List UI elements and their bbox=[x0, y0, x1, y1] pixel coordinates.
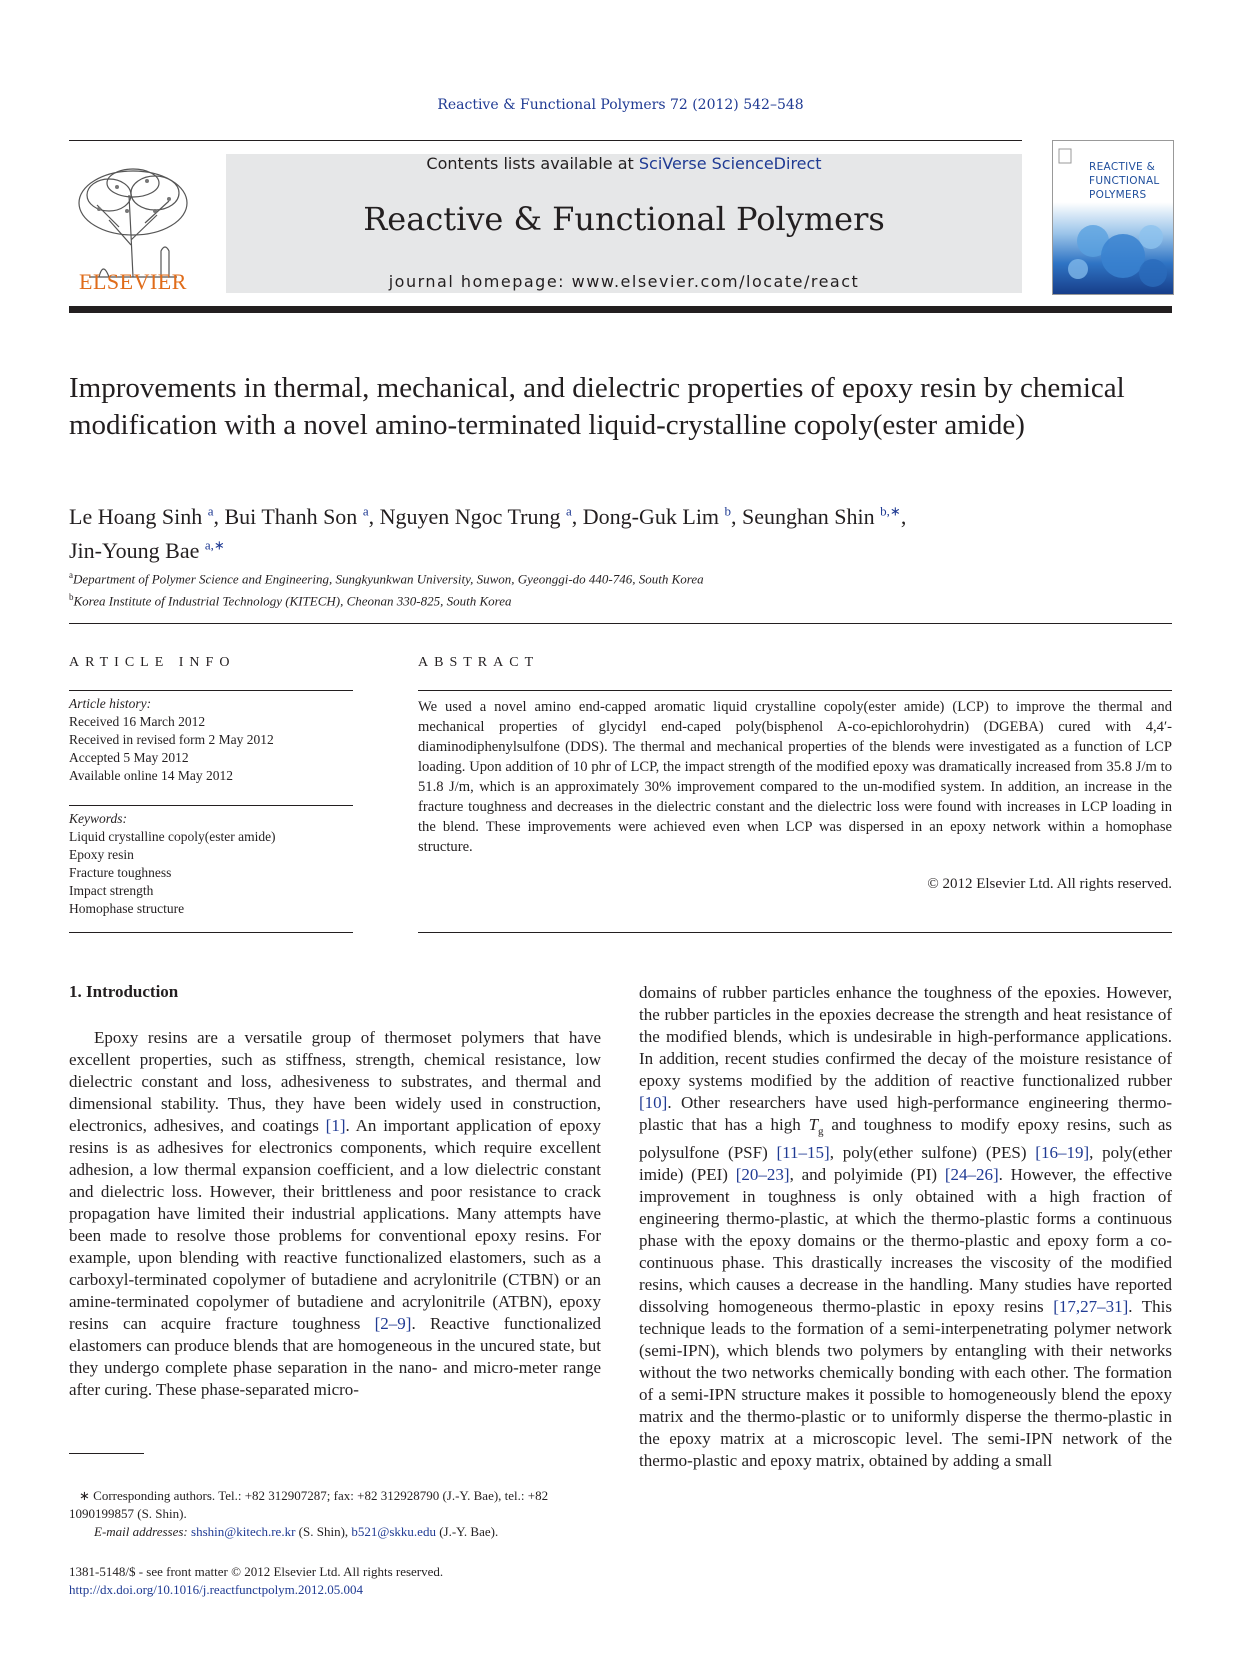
author: Bui Thanh Son $^a$, bbox=[224, 504, 380, 530]
affiliations bbox=[69, 566, 1172, 611]
issn-line: 1381-5148/$ - see front matter © 2012 Elsevier Ltd. All rights reserved. bbox=[69, 1564, 444, 1579]
contents-available-line bbox=[226, 154, 1022, 173]
author: Nguyen Ngoc Trung $^a$, bbox=[379, 504, 583, 530]
affiliation-item: $^a$Department of Polymer Science and Engineering, Sungkyunkwan University, Suwon, Gyeonggi-do 440-746, South Korea bbox=[69, 570, 704, 587]
body-text: , poly(ether sulfone) (PES) bbox=[829, 1143, 1036, 1163]
front-matter bbox=[69, 1563, 669, 1599]
cover-title bbox=[1089, 160, 1169, 202]
body-text: g bbox=[818, 1125, 824, 1138]
article-info-heading: ARTICLE INFO bbox=[69, 655, 236, 670]
abstract-rule bbox=[418, 932, 1172, 933]
keyword-item: Impact strength bbox=[69, 883, 154, 898]
contents-prefix: Contents lists available at bbox=[426, 154, 639, 173]
article-history bbox=[69, 695, 353, 785]
body-text: Epoxy resins are a versatile group of thermoset polymers that have excellent properties, such as stiffness, strength, chemical resistance, low dielectric constant and loss, adhesiveness to substrates, and thermal and dimensional stability. Thus, they have been widely used in construction, electronics, adhesives, and coatings bbox=[69, 1028, 601, 1135]
keyword-item: Fracture toughness bbox=[69, 865, 172, 880]
journal-reference[interactable]: Reactive & Functional Polymers 72 (2012) 542–548 bbox=[437, 97, 804, 113]
author-affiliation-sup[interactable]: a bbox=[566, 504, 572, 519]
keyword-item: Homophase structure bbox=[69, 901, 185, 916]
keyword-item: Epoxy resin bbox=[69, 847, 134, 862]
email-line: E-mail addresses: shshin@kitech.re.kr (S. Shin), b521@skku.edu (J.-Y. Bae). bbox=[94, 1524, 499, 1539]
article-info-rule bbox=[69, 690, 353, 691]
body-text: . However, the effective improvement in toughness is only obtained with a high fraction of engineering thermo-plastic, at which the thermo-plastic forms a continuous phase with the epoxy domains or the thermo-plastic and epoxy form a co-continuous phase. This drastically increases the viscosity of the modified resins, which causes a decrease in the handling. Many studies have reported dissolving homogeneous thermo-plastic in epoxy resins bbox=[639, 1165, 1173, 1317]
journal-name: Reactive & Functional Polymers bbox=[363, 200, 885, 238]
history-label: Article history: bbox=[69, 696, 152, 711]
email-label: E-mail addresses: bbox=[94, 1524, 192, 1539]
body-column-right bbox=[639, 982, 1172, 1472]
author-affiliation-sup[interactable]: a bbox=[207, 504, 214, 519]
elsevier-wordmark: ELSEVIER bbox=[79, 269, 187, 294]
header-thick-rule bbox=[69, 306, 1172, 313]
author-affiliation-sup[interactable]: b,∗ bbox=[880, 504, 901, 519]
author: Dong-Guk Lim $^b$, bbox=[582, 504, 743, 530]
body-text: . Reactive functionalized elastomers can produce blends that are homogeneous in the uncured state, but they undergo complete phase separation in the nano- and micro-meter range after curing. These phase-separated micro- bbox=[69, 1314, 602, 1399]
footnote-rule bbox=[69, 1453, 144, 1454]
author-affiliation-sup[interactable]: b bbox=[724, 504, 732, 519]
history-item: Available online 14 May 2012 bbox=[69, 768, 233, 783]
journal-homepage[interactable]: journal homepage: www.elsevier.com/locate/react bbox=[388, 272, 860, 291]
article-info-rule bbox=[69, 932, 353, 933]
corresponding-footnote bbox=[69, 1487, 601, 1541]
history-item: Received in revised form 2 May 2012 bbox=[69, 732, 274, 747]
cover-title-line: FUNCTIONAL bbox=[1089, 175, 1160, 187]
email-link[interactable]: b521@skku.edu bbox=[351, 1524, 436, 1539]
affiliation-item: $^b$Korea Institute of Industrial Technology (KITECH), Cheonan 330-825, South Korea bbox=[69, 592, 512, 609]
author-affiliation-sup[interactable]: a,∗ bbox=[204, 537, 225, 553]
citation-link[interactable]: [2–9] bbox=[374, 1314, 412, 1333]
section-heading-introduction: 1. Introduction bbox=[69, 982, 179, 1001]
article-title: Improvements in thermal, mechanical, and dielectric properties of epoxy resin by chemical modification with a novel amino-terminated liquid-crystalline copoly(ester amide) bbox=[69, 372, 1125, 441]
cover-title-line: REACTIVE & bbox=[1089, 161, 1156, 173]
corresponding-authors: ∗ Corresponding authors. Tel.: +82 312907287; fax: +82 312928790 (J.-Y. Bae), tel.: +82 1090199857 (S. Shin). bbox=[69, 1488, 549, 1521]
abstract-heading: ABSTRACT bbox=[418, 655, 540, 670]
sciencedirect-link[interactable]: SciVerse ScienceDirect bbox=[638, 154, 822, 173]
body-text: . An important application of epoxy resins is as adhesives for electronics components, which require excellent adhesion, a low thermal expansion coefficient, and a low dielectric constant and dielectric loss. However, their brittleness and poor resistance to crack propagation have limited their industrial applications. Many attempts have been made to resolve those problems for conventional epoxy resins. For example, upon blending with reactive functionalized elastomers, such as a carboxyl-terminated copolymer of butadiene and acrylonitrile (CTBN) or an amine-terminated copolymer of butadiene and acrylonitrile (ATBN), epoxy resins can acquire fracture toughness bbox=[69, 1116, 601, 1333]
citation-link[interactable]: [16–19] bbox=[1035, 1143, 1090, 1163]
keywords-label: Keywords: bbox=[69, 811, 127, 826]
citation-link[interactable]: [10] bbox=[639, 1093, 668, 1112]
author-affiliation-sup[interactable]: a bbox=[362, 504, 369, 519]
article-info-rule bbox=[69, 805, 353, 806]
keywords bbox=[69, 810, 353, 918]
email-link[interactable]: shshin@kitech.re.kr bbox=[191, 1524, 296, 1539]
author: Seunghan Shin $^{b,∗}$, bbox=[742, 504, 907, 530]
citation-link[interactable]: [11–15] bbox=[776, 1143, 830, 1163]
abstract-copyright: © 2012 Elsevier Ltd. All rights reserved. bbox=[927, 876, 1172, 892]
history-item: Accepted 5 May 2012 bbox=[69, 750, 189, 765]
citation-link[interactable]: [1] bbox=[325, 1116, 346, 1135]
author-list bbox=[69, 498, 1172, 565]
body-text: domains of rubber particles enhance the toughness of the epoxies. However, the rubber particles in the epoxies decrease the strength and heat resistance of the modified blends, which is undesirable in high-performance applications. In addition, recent studies confirmed the decay of the moisture resistance of epoxy systems modified by the addition of reactive functionalized rubber bbox=[639, 983, 1172, 1090]
body-text: T bbox=[808, 1115, 819, 1134]
cover-title-line: POLYMERS bbox=[1089, 189, 1147, 201]
citation-link[interactable]: [17,27–31] bbox=[1053, 1297, 1129, 1317]
citation-link[interactable]: [20–23] bbox=[735, 1165, 790, 1185]
citation-link[interactable]: [24–26] bbox=[944, 1165, 999, 1185]
doi-link[interactable]: http://dx.doi.org/10.1016/j.reactfunctpolym.2012.05.004 bbox=[69, 1582, 364, 1597]
header-top-rule bbox=[69, 140, 1022, 141]
abstract-text: We used a novel amino end-capped aromatic liquid crystalline copoly(ester amide) (LCP) to improve the thermal and mechanical properties of glycidyl end-caped poly(bisphenol A-co-epichlorohydrin) (DGEBA) cured with 4,4′-diaminodiphenylsulfone (DDS). The thermal and mechanical properties of the blends were investigated as a function of LCP loading. Upon addition of 10 phr of LCP, the impact strength of the modified epoxy was dramatically increased from 35.8 J/m to 51.8 J/m, which is an approximately 30% improvement compared to the un-modified system. In addition, an increase in the fracture toughness and decreases in the dielectric constant and the dielectric loss were found with increases in LCP loading in the blend. These improvements were achieved even when LCP was dispersed in an epoxy network within a homophase structure. bbox=[418, 699, 1172, 855]
body-column-left bbox=[69, 1027, 601, 1401]
body-text: , and polyimide (PI) bbox=[789, 1165, 945, 1185]
body-text: . Other researchers have used high-performance engineering thermo-plastic that has a high bbox=[639, 1093, 1172, 1134]
body-text: . This technique leads to the formation of a semi-interpenetrating polymer network (semi-IPN), which blends two polymers by entangling with their networks without the two networks chemically bonding with each other. The formation of a semi-IPN structure makes it possible to homogeneously blend the epoxy matrix and the thermo-plastic or to uniformly disperse the thermo-plastic in the epoxy matrix at a microscopic level. The semi-IPN network of the thermo-plastic and epoxy matrix, obtained by adding a small bbox=[639, 1297, 1173, 1471]
abstract-rule bbox=[418, 690, 1172, 691]
author: Le Hoang Sinh $^a$, bbox=[69, 504, 225, 530]
body-text: and toughness to modify epoxy resins, such as polysulfone (PSF) bbox=[639, 1115, 1172, 1163]
affiliation-rule bbox=[69, 623, 1172, 624]
body-text: , poly(ether imide) (PEI) bbox=[639, 1143, 1172, 1185]
keyword-item: Liquid crystalline copoly(ester amide) bbox=[69, 829, 276, 844]
author: Jin-Young Bae $^{a,∗}$ bbox=[69, 537, 225, 563]
history-item: Received 16 March 2012 bbox=[69, 714, 206, 729]
